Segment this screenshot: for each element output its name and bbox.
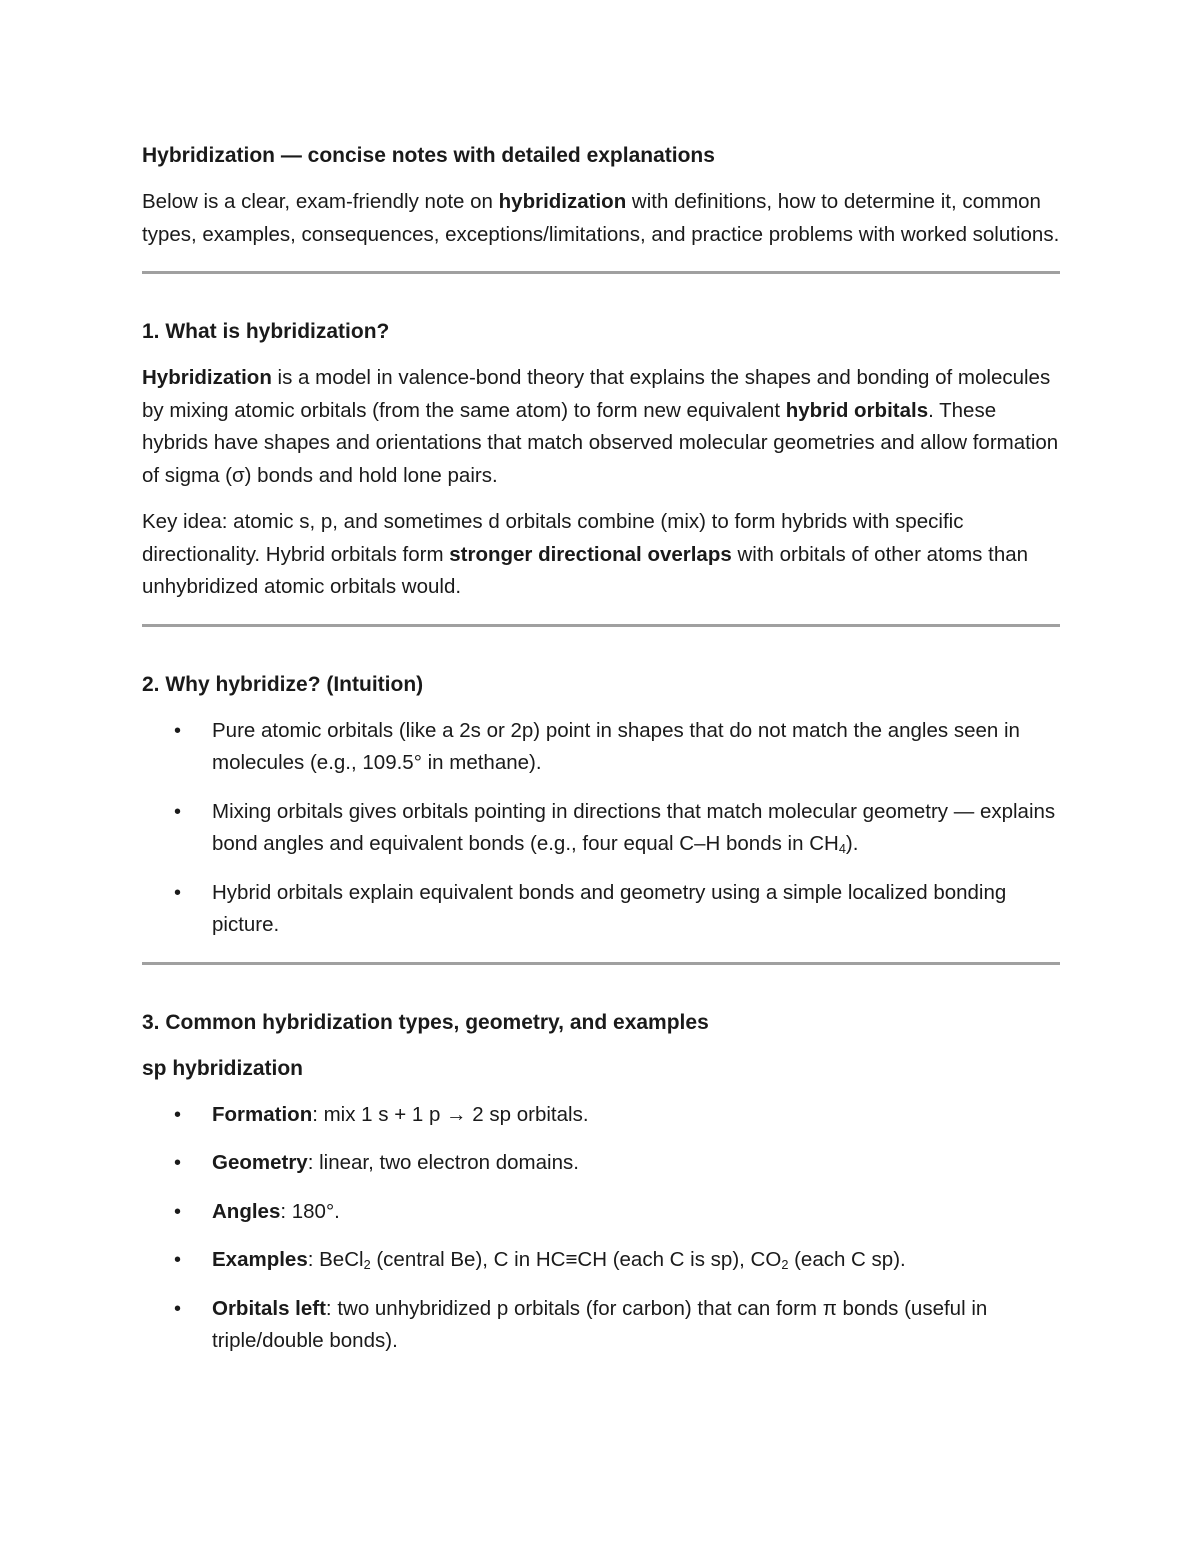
bullet-label: Orbitals left	[212, 1296, 326, 1320]
bullet-text: : linear, two electron domains.	[307, 1151, 579, 1174]
intro-text-1: Below is a clear, exam-friendly note on	[142, 190, 499, 213]
sp-bullet-list	[142, 1099, 1060, 1358]
sp-hybridization-heading: sp hybridization	[142, 1056, 304, 1080]
bullet-icon: •	[174, 1249, 182, 1271]
subscript: 2	[363, 1257, 371, 1273]
list-item	[142, 1147, 1060, 1180]
list-item	[142, 1099, 1060, 1132]
list-item	[142, 1244, 1060, 1277]
section-3-heading: 3. Common hybridization types, geometry, and examples	[142, 1010, 709, 1034]
section-1-paragraph-1	[142, 362, 1060, 492]
intro-text-2: with definitions, how to determine it, common types, examples, consequences, exceptions/limitations, and practice problems with worked solutions.	[142, 190, 1060, 246]
bullet-icon: •	[174, 1297, 182, 1320]
bold-hybridization: Hybridization	[142, 366, 272, 389]
bullet-text: Mixing orbitals gives orbitals pointing in directions that match molecular geometry — explains bond angles and equivalent bonds (e.g., four equal C–H bonds in CH	[212, 799, 1056, 855]
bullet-text: : BeCl	[307, 1248, 364, 1271]
list-item	[142, 1293, 1060, 1358]
bullet-text: Pure atomic orbitals (like a 2s or 2p) point in shapes that do not match the angles seen in molecules (e.g., 109.5° in methane).	[212, 718, 1020, 774]
bullet-icon: •	[174, 1200, 182, 1223]
bullet-text: : two unhybridized p orbitals (for carbon) that can form π bonds (useful in triple/double bonds).	[212, 1296, 988, 1352]
bullet-label: Angles	[212, 1199, 281, 1223]
bullet-label: Geometry	[212, 1151, 308, 1174]
document-title: Hybridization — concise notes with detailed explanations	[142, 144, 715, 167]
section-1-paragraph-2	[142, 506, 1060, 604]
key-idea-text-1: Key idea: atomic s, p, and sometimes d orbitals combine (mix) to form hybrids with specific directionality. Hybrid orbitals form	[142, 510, 964, 566]
list-item	[142, 796, 1060, 861]
section-divider	[142, 271, 1060, 274]
section-1-heading: 1. What is hybridization?	[142, 320, 390, 343]
intro-paragraph	[142, 186, 1060, 251]
key-idea-text-2: with orbitals of other atoms than unhybridized atomic orbitals would.	[142, 542, 1029, 598]
list-item	[142, 877, 1060, 942]
section-1-text-1: is a model in valence-bond theory that explains the shapes and bonding of molecules by mixing atomic orbitals (from the same atom) to form new equivalent	[142, 366, 1051, 422]
subscript: 4	[838, 841, 846, 857]
bullet-text: (each C sp).	[788, 1248, 906, 1271]
bullet-text: (central Be), C in HC≡CH (each C is sp), CO	[370, 1248, 782, 1271]
section-divider	[142, 962, 1060, 965]
bullet-text: : mix 1 s + 1 p → 2 sp orbitals.	[312, 1102, 589, 1126]
section-divider	[142, 624, 1060, 627]
bullet-icon: •	[174, 1152, 182, 1174]
bullet-label: Examples	[212, 1248, 308, 1271]
section-2-bullet-list	[142, 715, 1060, 942]
list-item	[142, 715, 1060, 780]
bullet-label: Formation	[212, 1102, 313, 1126]
intro-bold-hybridization: hybridization	[498, 190, 627, 213]
bullet-text: : 180°.	[280, 1199, 340, 1223]
bullet-text: ).	[845, 832, 859, 855]
bullet-icon: •	[174, 1103, 182, 1126]
list-item	[142, 1196, 1060, 1229]
bold-stronger-overlaps: stronger directional overlaps	[449, 542, 732, 566]
bullet-text: Hybrid orbitals explain equivalent bonds and geometry using a simple localized bonding picture.	[212, 880, 1007, 936]
bullet-icon: •	[174, 719, 182, 742]
document-page	[142, 140, 1060, 1374]
section-1-text-2: . These hybrids have shapes and orientations that match observed molecular geometries and allow formation of sigma (σ) bonds and hold lone pairs.	[142, 398, 1059, 487]
bullet-icon: •	[174, 800, 182, 823]
section-2-heading: 2. Why hybridize? (Intuition)	[142, 672, 424, 696]
bold-hybrid-orbitals: hybrid orbitals	[785, 398, 929, 422]
bullet-icon: •	[174, 881, 182, 904]
subscript: 2	[781, 1257, 789, 1273]
